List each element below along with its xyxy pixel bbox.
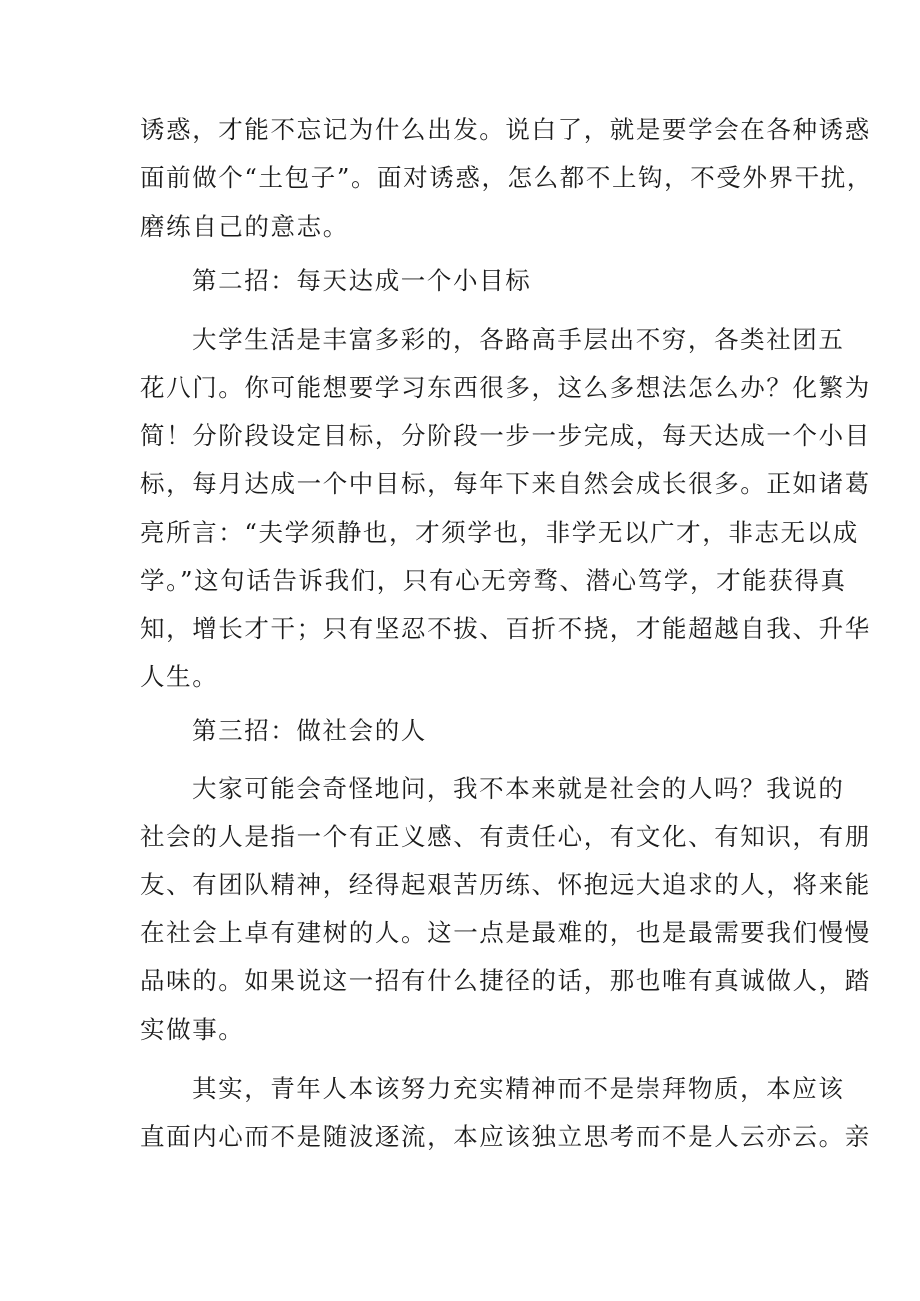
paragraph-line: 面前做个“土包子”。面对诱惑，怎么都不上钩，不受外界干扰， bbox=[140, 163, 873, 192]
paragraph-line: 社会的人是指一个有正义感、有责任心，有文化、有知识，有朋 bbox=[140, 822, 871, 851]
paragraph-line: 知，增长才干；只有坚忍不拔、百折不挠，才能超越自我、升华 bbox=[140, 614, 871, 643]
section-heading-3: 第三招：做社会的人 bbox=[192, 716, 427, 745]
paragraph-line: 友、有团队精神，经得起艰苦历练、怀抱远大追求的人，将来能 bbox=[140, 870, 871, 899]
section-heading-2: 第二招：每天达成一个小目标 bbox=[192, 266, 532, 295]
paragraph-line: 大学生活是丰富多彩的，各路高手层出不穷，各类社团五 bbox=[192, 325, 845, 354]
paragraph-line: 人生。 bbox=[140, 662, 219, 691]
paragraph-line: 大家可能会奇怪地问，我不本来就是社会的人吗？我说的 bbox=[192, 774, 845, 803]
paragraph-line: 亮所言：“夫学须静也，才须学也，非学无以广才，非志无以成 bbox=[140, 518, 859, 547]
paragraph-line: 标，每月达成一个中目标，每年下来自然会成长很多。正如诸葛 bbox=[140, 469, 871, 498]
paragraph-line: 简！分阶段设定目标，分阶段一步一步完成，每天达成一个小目 bbox=[140, 421, 871, 450]
paragraph-line: 学。”这句话告诉我们，只有心无旁骛、潜心笃学，才能获得真 bbox=[140, 566, 847, 595]
paragraph-line: 花八门。你可能想要学习东西很多，这么多想法怎么办？化繁为 bbox=[140, 373, 871, 402]
paragraph-line: 在社会上卓有建树的人。这一点是最难的，也是最需要我们慢慢 bbox=[140, 918, 871, 947]
paragraph-line: 品味的。如果说这一招有什么捷径的话，那也唯有真诚做人，踏 bbox=[140, 966, 871, 995]
paragraph-line: 其实，青年人本该努力充实精神而不是崇拜物质，本应该 bbox=[192, 1074, 845, 1103]
paragraph-line: 磨练自己的意志。 bbox=[140, 212, 349, 241]
paragraph-line: 直面内心而不是随波逐流，本应该独立思考而不是人云亦云。亲 bbox=[140, 1122, 871, 1151]
paragraph-line: 实做事。 bbox=[140, 1015, 245, 1044]
paragraph-line: 诱惑，才能不忘记为什么出发。说白了，就是要学会在各种诱惑 bbox=[140, 115, 871, 144]
